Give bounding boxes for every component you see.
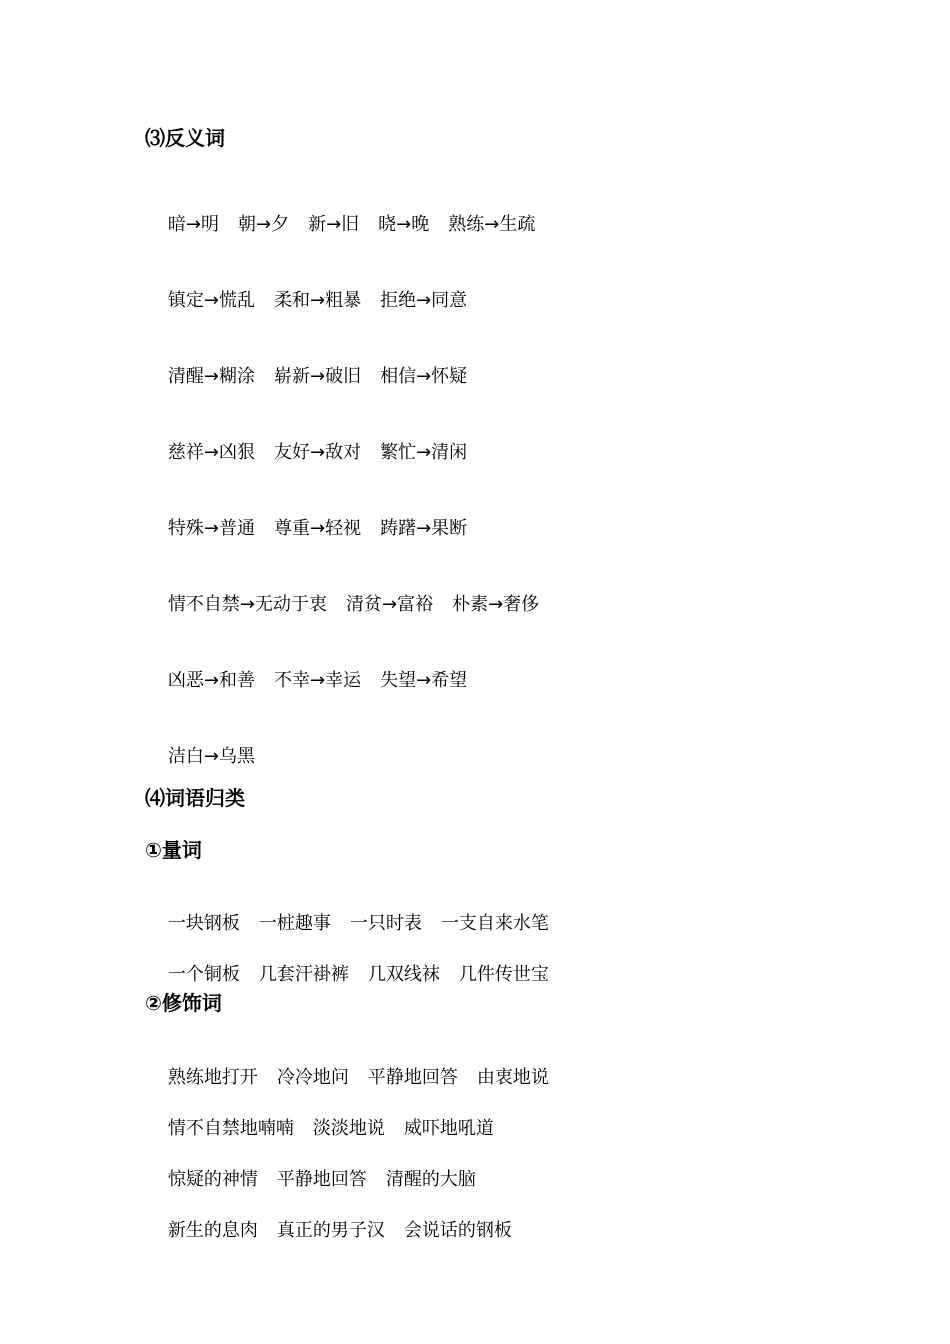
- antonym-row-4: [145, 417, 467, 489]
- word-pair: 凶恶→和善: [167, 670, 255, 691]
- word-pair: 镇定→慌乱: [167, 290, 255, 311]
- word-pair: 晓→晚: [378, 214, 430, 235]
- phrase: 清醒的大脑: [385, 1169, 476, 1190]
- phrase: 几套汗褂裤: [258, 964, 349, 985]
- word-pair: 不幸→幸运: [273, 670, 362, 691]
- phrase: 真正的男子汉: [276, 1220, 385, 1241]
- phrase: 平静地回答: [276, 1169, 367, 1190]
- subheading-measure-words: ①量词: [145, 838, 202, 862]
- phrase: 一桩趣事: [258, 913, 331, 934]
- word-pair: 清贫→富裕: [345, 594, 434, 615]
- word-pair: 崭新→破旧: [273, 366, 362, 387]
- phrase: 一个铜板: [167, 964, 240, 985]
- word-pair: 朴素→奢侈: [452, 594, 540, 615]
- phrase: 几件传世宝: [458, 964, 549, 985]
- word-pair: 洁白→乌黑: [167, 746, 255, 767]
- phrase: 一支自来水笔: [440, 913, 549, 934]
- modifier-row-4: [145, 1195, 512, 1267]
- antonym-row-1: [145, 189, 535, 261]
- word-pair: 拒绝→同意: [380, 290, 468, 311]
- word-pair: 繁忙→清闲: [380, 442, 468, 463]
- section-heading-antonyms: ⑶反义词: [145, 126, 225, 150]
- phrase: 几双线袜: [367, 964, 440, 985]
- antonym-row-5: [145, 493, 467, 565]
- antonym-row-7: [145, 645, 467, 717]
- word-pair: 踌躇→果断: [380, 518, 468, 539]
- word-pair: 清醒→糊涂: [167, 366, 255, 387]
- antonym-row-3: [145, 341, 467, 413]
- word-pair: 失望→希望: [380, 670, 468, 691]
- phrase: 威吓地吼道: [403, 1118, 494, 1139]
- phrase: 情不自禁地喃喃: [167, 1118, 294, 1139]
- word-pair: 尊重→轻视: [273, 518, 362, 539]
- word-pair: 相信→怀疑: [380, 366, 468, 387]
- phrase: 会说话的钢板: [403, 1220, 512, 1241]
- phrase: 由衷地说: [476, 1067, 549, 1088]
- word-pair: 友好→敌对: [273, 442, 362, 463]
- phrase: 惊疑的神情: [167, 1169, 258, 1190]
- word-pair: 柔和→粗暴: [273, 290, 362, 311]
- antonym-row-2: [145, 265, 467, 337]
- word-pair: 慈祥→凶狠: [167, 442, 255, 463]
- phrase: 新生的息肉: [167, 1220, 258, 1241]
- phrase: 冷冷地问: [276, 1067, 349, 1088]
- antonym-row-8: [145, 721, 255, 793]
- word-pair: 熟练→生疏: [448, 214, 536, 235]
- word-pair: 朝→夕: [237, 214, 290, 235]
- subheading-modifiers: ②修饰词: [145, 991, 222, 1015]
- word-pair: 特殊→普通: [167, 518, 255, 539]
- word-pair: 情不自禁→无动于衷: [167, 594, 327, 615]
- phrase: 一块钢板: [167, 913, 240, 934]
- antonym-row-6: [145, 569, 539, 641]
- phrase: 平静地回答: [367, 1067, 458, 1088]
- phrase: 淡淡地说: [312, 1118, 385, 1139]
- phrase: 熟练地打开: [167, 1067, 258, 1088]
- section-heading-classification: ⑷词语归类: [145, 786, 245, 810]
- phrase: 一只时表: [349, 913, 422, 934]
- word-pair: 新→旧: [308, 214, 360, 235]
- word-pair: 暗→明: [167, 214, 219, 235]
